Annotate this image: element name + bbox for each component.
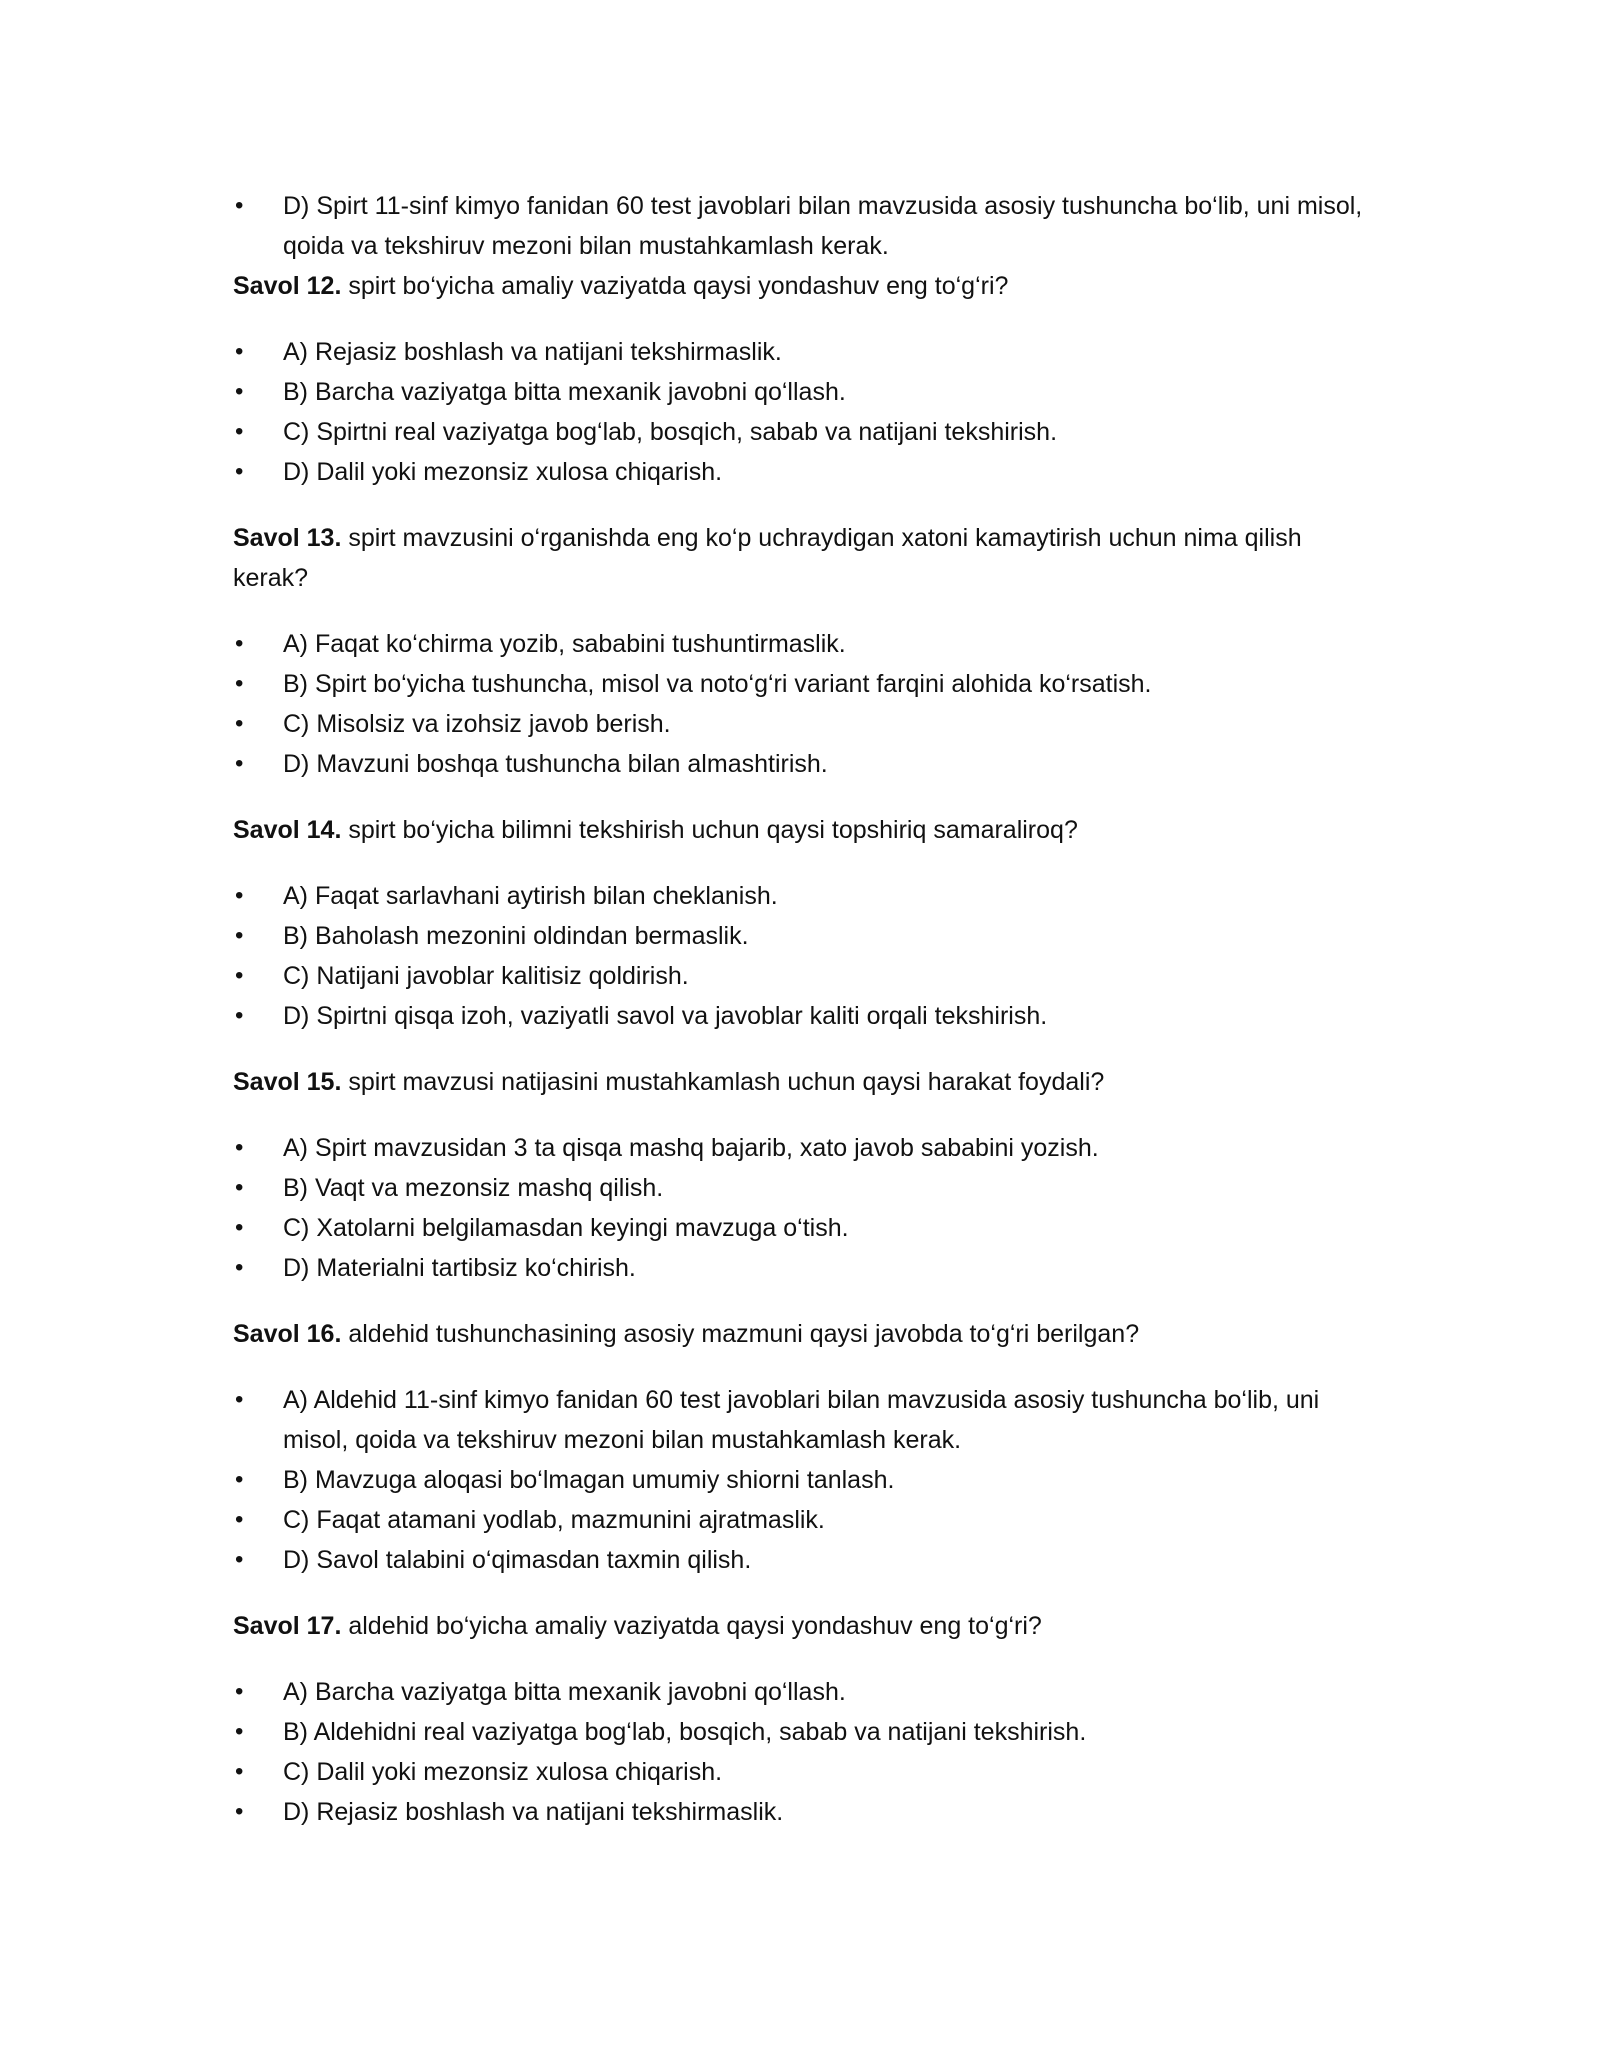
bullet-icon: • [235, 710, 244, 737]
option-text: A) Barcha vaziyatga bitta mexanik javobni qo‘llash. [283, 1678, 846, 1706]
option-list [233, 1672, 1373, 1832]
question-title [233, 518, 1373, 598]
document-page [233, 186, 1373, 1858]
option-list [233, 1380, 1373, 1580]
option-item [233, 664, 1373, 704]
option-text: B) Spirt bo‘yicha tushuncha, misol va noto‘g‘ri variant farqini alohida ko‘rsatish. [283, 670, 1152, 698]
question-title [233, 810, 1373, 850]
option-text: D) Rejasiz boshlash va natijani tekshirmaslik. [283, 1798, 784, 1826]
question-block [233, 1606, 1373, 1832]
option-item [233, 1792, 1373, 1832]
option-item [233, 704, 1373, 744]
bullet-icon: • [235, 1466, 244, 1493]
option-text: B) Vaqt va mezonsiz mashq qilish. [283, 1174, 664, 1202]
option-text: D) Mavzuni boshqa tushuncha bilan almashtirish. [283, 750, 828, 778]
question-label: Savol 12. [233, 272, 342, 300]
option-text: D) Materialni tartibsiz ko‘chirish. [283, 1254, 636, 1282]
option-text: A) Faqat ko‘chirma yozib, sababini tushuntirmaslik. [283, 630, 846, 658]
option-text: D) Dalil yoki mezonsiz xulosa chiqarish. [283, 458, 723, 486]
option-text: B) Baholash mezonini oldindan bermaslik. [283, 922, 749, 950]
option-text: A) Faqat sarlavhani aytirish bilan cheklanish. [283, 882, 778, 910]
option-item [233, 916, 1373, 956]
question-title [233, 1606, 1373, 1646]
question-text: aldehid bo‘yicha amaliy vaziyatda qaysi yondashuv eng to‘g‘ri? [341, 1612, 1042, 1640]
bullet-icon: • [235, 1386, 244, 1413]
option-text: A) Aldehid 11-sinf kimyo fanidan 60 test javoblari bilan mavzusida asosiy tushuncha bo‘lib, uni misol, qoida va tekshiruv mezoni bilan mustahkamlash kerak. [283, 1386, 1320, 1454]
option-text: C) Misolsiz va izohsiz javob berish. [283, 710, 671, 738]
bullet-icon: • [235, 1002, 244, 1029]
bullet-icon: • [235, 1798, 244, 1825]
bullet-icon: • [235, 962, 244, 989]
question-text: spirt mavzusini o‘rganishda eng ko‘p uchraydigan xatoni kamaytirish uchun nima qilish kerak? [233, 524, 1309, 592]
question-title [233, 266, 1373, 306]
question-text: spirt bo‘yicha amaliy vaziyatda qaysi yondashuv eng to‘g‘ri? [341, 272, 1009, 300]
option-list [233, 876, 1373, 1036]
question-block [233, 810, 1373, 1036]
bullet-icon: • [235, 1718, 244, 1745]
option-text: D) Savol talabini o‘qimasdan taxmin qilish. [283, 1546, 752, 1574]
question-text: aldehid tushunchasining asosiy mazmuni qaysi javobda to‘g‘ri berilgan? [341, 1320, 1140, 1348]
option-item [233, 1208, 1373, 1248]
option-text: B) Aldehidni real vaziyatga bog‘lab, bosqich, sabab va natijani tekshirish. [283, 1718, 1087, 1746]
option-item [233, 956, 1373, 996]
option-list [233, 624, 1373, 784]
bullet-icon: • [235, 1758, 244, 1785]
question-text: spirt mavzusi natijasini mustahkamlash uchun qaysi harakat foydali? [341, 1068, 1105, 1096]
option-item [233, 1500, 1373, 1540]
option-text: C) Xatolarni belgilamasdan keyingi mavzuga o‘tish. [283, 1214, 849, 1242]
option-item [233, 1460, 1373, 1500]
bullet-icon: • [235, 1214, 244, 1241]
option-item [233, 412, 1373, 452]
option-item [233, 1128, 1373, 1168]
option-text: C) Natijani javoblar kalitisiz qoldirish. [283, 962, 689, 990]
question-text: spirt bo‘yicha bilimni tekshirish uchun qaysi topshiriq samaraliroq? [341, 816, 1078, 844]
option-item [233, 186, 1373, 266]
option-item [233, 744, 1373, 784]
bullet-icon: • [235, 630, 244, 657]
bullet-icon: • [235, 1254, 244, 1281]
option-text: B) Mavzuga aloqasi bo‘lmagan umumiy shiorni tanlash. [283, 1466, 895, 1494]
option-text: A) Rejasiz boshlash va natijani tekshirmaslik. [283, 338, 782, 366]
option-text: B) Barcha vaziyatga bitta mexanik javobni qo‘llash. [283, 378, 846, 406]
option-item [233, 1712, 1373, 1752]
option-item [233, 876, 1373, 916]
question-label: Savol 15. [233, 1068, 342, 1096]
question-label: Savol 17. [233, 1612, 342, 1640]
option-list [233, 1128, 1373, 1288]
bullet-icon: • [235, 882, 244, 909]
question-block [233, 1062, 1373, 1288]
bullet-icon: • [235, 1174, 244, 1201]
bullet-icon: • [235, 418, 244, 445]
bullet-icon: • [235, 670, 244, 697]
bullet-icon: • [235, 338, 244, 365]
question-label: Savol 14. [233, 816, 342, 844]
question-list [233, 266, 1373, 1832]
option-item [233, 1380, 1373, 1460]
option-text: C) Dalil yoki mezonsiz xulosa chiqarish. [283, 1758, 723, 1786]
option-item [233, 452, 1373, 492]
question-title [233, 1062, 1373, 1102]
option-text: D) Spirtni qisqa izoh, vaziyatli savol va javoblar kaliti orqali tekshirish. [283, 1002, 1048, 1030]
bullet-icon: • [235, 1506, 244, 1533]
option-text: D) Spirt 11-sinf kimyo fanidan 60 test javoblari bilan mavzusida asosiy tushuncha bo‘lib, uni misol, qoida va tekshiruv mezoni bilan mustahkamlash kerak. [283, 192, 1363, 260]
bullet-icon: • [235, 1134, 244, 1161]
question-block [233, 1314, 1373, 1580]
bullet-icon: • [235, 192, 244, 219]
option-list [233, 332, 1373, 492]
bullet-icon: • [235, 458, 244, 485]
option-item [233, 624, 1373, 664]
bullet-icon: • [235, 378, 244, 405]
option-item [233, 332, 1373, 372]
bullet-icon: • [235, 1546, 244, 1573]
question-title [233, 1314, 1373, 1354]
option-item [233, 1168, 1373, 1208]
option-item [233, 372, 1373, 412]
option-item [233, 996, 1373, 1036]
option-item [233, 1672, 1373, 1712]
question-block [233, 518, 1373, 784]
bullet-icon: • [235, 922, 244, 949]
question-label: Savol 16. [233, 1320, 342, 1348]
continuation-option-list [233, 186, 1373, 266]
option-text: C) Spirtni real vaziyatga bog‘lab, bosqich, sabab va natijani tekshirish. [283, 418, 1058, 446]
bullet-icon: • [235, 1678, 244, 1705]
option-text: C) Faqat atamani yodlab, mazmunini ajratmaslik. [283, 1506, 825, 1534]
option-text: A) Spirt mavzusidan 3 ta qisqa mashq bajarib, xato javob sababini yozish. [283, 1134, 1099, 1162]
option-item [233, 1248, 1373, 1288]
bullet-icon: • [235, 750, 244, 777]
option-item [233, 1752, 1373, 1792]
question-label: Savol 13. [233, 524, 342, 552]
question-block [233, 266, 1373, 492]
option-item [233, 1540, 1373, 1580]
